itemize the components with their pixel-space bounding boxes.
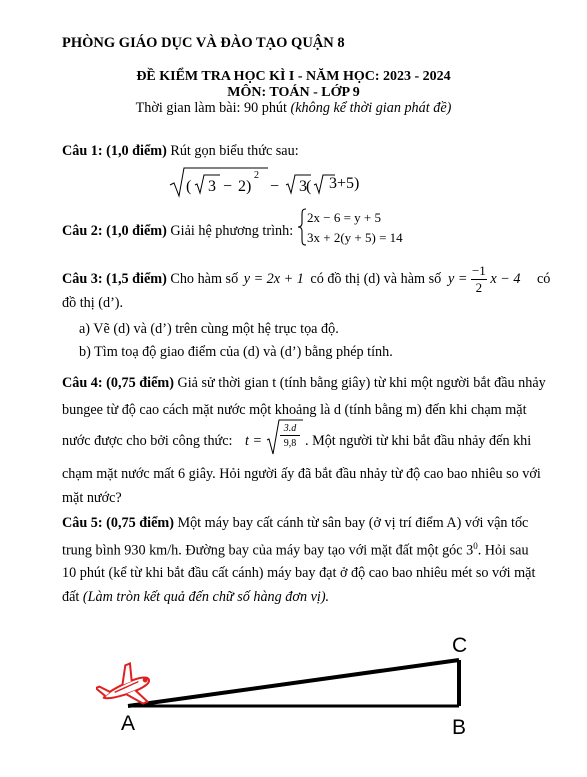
department-name: PHÒNG GIÁO DỤC VÀ ĐÀO TẠO QUẬN 8 <box>62 35 345 51</box>
q4-line-2: bungee từ độ cao cách mặt nước một khoảng là d (tính bằng m) đến khi chạm mặt <box>62 402 527 418</box>
label-c: C <box>452 634 468 657</box>
time-label: Thời gian làm bài: 90 phút <box>135 100 287 116</box>
q5-line-2 <box>62 542 529 558</box>
q5-line-4 <box>62 590 329 604</box>
q3-f2-denominator: 2 <box>475 280 483 295</box>
question-4-line-1 <box>62 376 546 390</box>
flight-path-line <box>128 660 459 706</box>
q3-text-c: có <box>537 271 551 287</box>
q5-figure <box>96 628 486 748</box>
question-1 <box>62 144 299 158</box>
q1-expression-tail: 3+5) <box>329 175 360 192</box>
q5-line-2a: trung bình 930 km/h. Đường bay của máy bay tạo với mặt đất một góc 3 <box>62 542 474 559</box>
q1-label: Câu 1: (1,0 điểm) <box>62 143 167 159</box>
q5-line-1: Một máy bay cất cánh từ sân bay (ở vị trí điểm A) với vận tốc <box>177 515 529 531</box>
q4-line-5: mặt nước? <box>62 490 122 506</box>
q5-degree: 0 <box>473 541 478 551</box>
q3-f2-prefix: y = <box>448 271 468 287</box>
q4-frac-denominator: 9,8 <box>283 438 297 449</box>
q5-line-4a: đất <box>62 589 80 605</box>
q5-line-4b: (Làm tròn kết quả đến chữ số hàng đơn vị). <box>82 589 330 605</box>
exam-title: ĐỀ KIỂM TRA HỌC KÌ I - NĂM HỌC: 2023 - 2024 <box>136 69 451 84</box>
q4-line-3b: . Một người từ khi bắt đầu nhảy đến khi <box>305 433 532 449</box>
q3-label: Câu 3: (1,5 điểm) <box>62 271 167 287</box>
subject-title: MÔN: TOÁN - LỚP 9 <box>227 85 360 100</box>
question-2 <box>62 224 293 238</box>
q3-f2-suffix: x − 4 <box>490 271 521 287</box>
q2-equation-2: 3x + 2(y + 5) = 14 <box>307 230 403 245</box>
svg-text:−: − <box>223 178 233 195</box>
q3-function-2 <box>448 263 520 296</box>
q3-text-a: Cho hàm số <box>170 271 239 287</box>
svg-text:3: 3 <box>208 178 216 195</box>
question-3-line-1 <box>62 272 441 286</box>
q4-line-1: Giả sử thời gian t (tính bằng giây) từ khi một người bắt đầu nhảy <box>177 375 546 391</box>
exam-time <box>0 101 587 115</box>
q4-t-equals: t = <box>245 433 263 449</box>
airplane-icon <box>96 659 156 718</box>
q4-frac-numerator: 3.d <box>280 423 300 436</box>
q1-expression <box>168 166 338 200</box>
q2-brace <box>297 208 307 246</box>
svg-text:2): 2) <box>238 178 252 195</box>
q5-line-3: 10 phút (kể từ khi bắt đầu cất cánh) máy bay đạt ở độ cao bao nhiêu mét so với mặt <box>62 565 536 581</box>
q4-line-3a: nước được cho bởi công thức: <box>62 433 233 449</box>
q3-f2-numerator: −1 <box>471 263 486 278</box>
q3-f2-fraction <box>471 263 487 296</box>
q3-line-2: đồ thị (d’). <box>62 295 124 311</box>
svg-text:3: 3 <box>299 178 307 195</box>
svg-text:(: ( <box>306 178 312 195</box>
q2-equation-1: 2x − 6 = y + 5 <box>307 210 381 225</box>
q2-label: Câu 2: (1,0 điểm) <box>62 223 167 239</box>
q4-label: Câu 4: (0,75 điểm) <box>62 375 174 391</box>
q3-part-a: a) Vẽ (d) và (d’) trên cùng một hệ trục tọa độ. <box>79 321 339 337</box>
svg-text:−: − <box>270 178 280 195</box>
q5-line-2b: . Hỏi sau <box>477 542 529 559</box>
svg-text:2: 2 <box>254 170 259 181</box>
question-5-line-1 <box>62 516 528 530</box>
label-b: B <box>452 716 467 739</box>
q4-line-4: chạm mặt nước mất 6 giây. Hỏi người ấy đã bắt đầu nhảy từ độ cao bao nhiêu so với <box>62 466 541 482</box>
q2-text: Giải hệ phương trình: <box>170 223 294 239</box>
q5-label: Câu 5: (0,75 điểm) <box>62 515 174 531</box>
time-note: (không kể thời gian phát đề) <box>290 100 452 116</box>
q3-function-1: y = 2x + 1 <box>243 271 304 287</box>
q1-text: Rút gọn biểu thức sau: <box>170 143 299 159</box>
q3-text-b: có đồ thị (d) và hàm số <box>310 271 442 287</box>
svg-text:(: ( <box>186 178 192 195</box>
q4-fraction <box>280 423 300 449</box>
q3-part-b: b) Tìm toạ độ giao điểm của (d) và (d’) bằng phép tính. <box>79 344 393 360</box>
label-a: A <box>121 712 136 735</box>
